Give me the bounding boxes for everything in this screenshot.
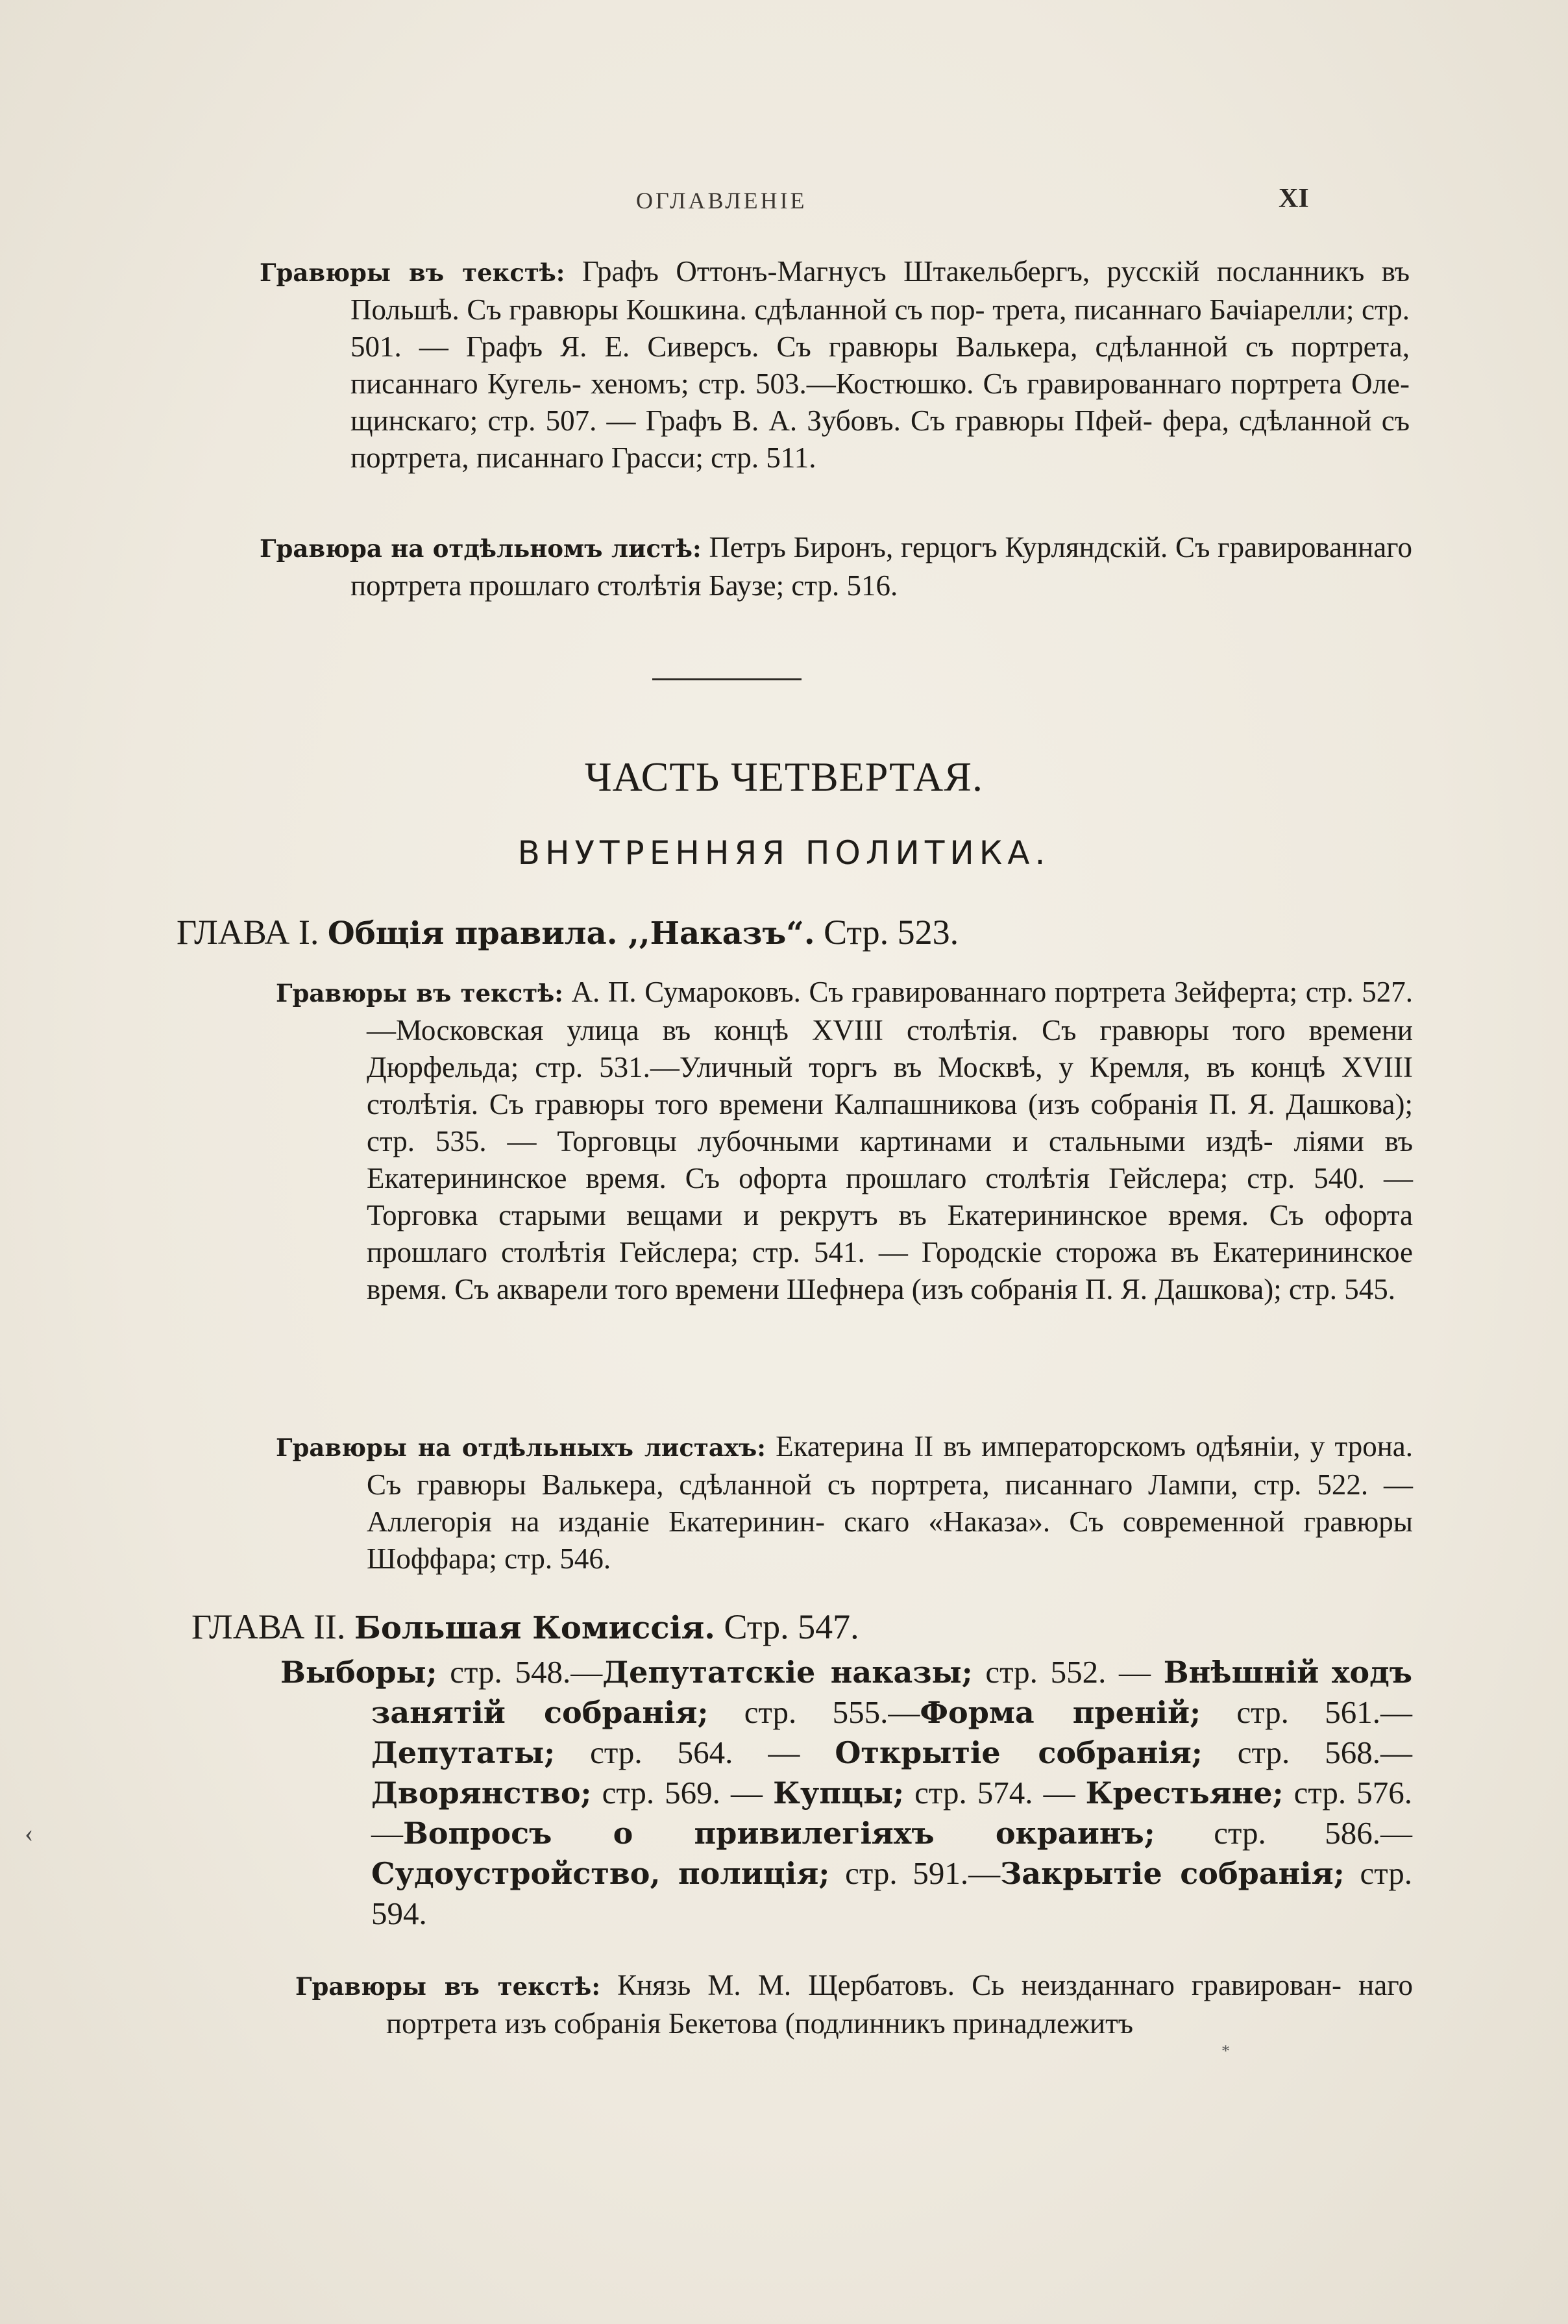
chapter-name: Большая Комиссія. (354, 1610, 716, 1646)
block-label: Гравюры на отдѣльныхъ листахъ: (276, 1433, 766, 1462)
section-divider (652, 678, 802, 680)
chapter-2-heading (191, 1607, 859, 1647)
block-label: Гравюры въ текстѣ: (295, 1972, 600, 2001)
block-label: Гравюра на отдѣльномъ листѣ: (260, 534, 702, 563)
block-label: Гравюры въ текстѣ: (260, 258, 565, 287)
part-title: ЧАСТЬ ЧЕТВЕРТАЯ. (585, 754, 983, 800)
engravings-in-text-block-3: Гравюры въ текстѣ: Князь М. М. Щербатовъ. Сь неизданнаго гравирован- наго портрета изъ собранія Бекетова (подлинникъ принадлежитъ (295, 1969, 1414, 2040)
chapter-page: Стр. 547. (724, 1607, 859, 1646)
block-label: Гравюры въ текстѣ: (276, 979, 563, 1007)
engravings-in-text-block-1: Гравюры въ текстѣ: Графъ Оттонъ-Магнусъ Штакельбергъ, русскій посланникъ въ Польшѣ. Съ гравюры Кошкина. сдѣланной съ пор- трета, писаннаго Бачіарелли; стр. 501. — Графъ Я. Е. Сиверсъ. Съ гравюры Валькера, сдѣланной съ портрета, писаннаго Кугель- хеномъ; стр. 503.—Костюшко. Съ гравированнаго портрета Оле- щинскаго; стр. 507. — Графъ В. А. Зубовъ. Съ гравюры Пфей- фера, сдѣланной съ портрета, писаннаго Грасси; стр. 511. (260, 255, 1410, 474)
chapter-prefix: ГЛАВА II. (191, 1607, 346, 1646)
engravings-in-text-block-2: Гравюры въ текстѣ: А. П. Сумароковъ. Съ гравированнаго портрета Зейферта; стр. 527.—Московская улица въ концѣ XVIII столѣтія. Съ гравюры того времени Дюрфельда; стр. 531.—Уличный торгъ въ Москвѣ, у Кремля, въ концѣ XVIII столѣтія. Съ гравюры того времени Калпашникова (изъ собранія П. Я. Дашкова); стр. 535. — Торговцы лубочными картинами и стальными издѣ- ліями въ Екатерининское время. Съ офорта прошлаго столѣтія Гейслера; стр. 540. — Торговка старыми вещами и рекрутъ въ Екатерининское время. Съ офорта прошлаго столѣтія Гейслера; стр. 541. — Городскіе сторожа въ Екатерининское время. Съ акварели того времени Шефнера (изъ собранія П. Я. Дашкова); стр. 545. (276, 976, 1414, 1305)
section-title: ВНУТРЕННЯЯ ПОЛИТИКА. (517, 834, 1051, 872)
running-header-title: ОГЛАВЛЕНІЕ (636, 188, 807, 214)
margin-mark: ‹ (25, 1818, 34, 1848)
page-number: XI (1279, 184, 1309, 214)
chapter-2-contents: Выборы; стр. 548.—Депутатскіе наказы; стр. 552. — Внѣшній ходъ занятій собранія; стр. 555.—Форма преній; стр. 561.— Депутаты; стр. 564. — Открытіе собранія; стр. 568.— Дворянство; стр. 569. — Купцы; стр. 574. — Крестьяне; стр. 576.—Вопросъ о привилегіяхъ окраинъ; стр. 586.— Судоустройство, полиція; стр. 591.—Закрытіе собранія; стр. 594. (280, 1654, 1413, 1931)
footer-asterisk: * (1221, 2042, 1230, 2060)
chapter-page: Стр. 523. (824, 913, 959, 952)
chapter-prefix: ГЛАВА I. (177, 913, 319, 952)
engraving-separate-sheet-block: Гравюра на отдѣльномъ листѣ: Петръ Биронъ, герцогъ Курляндскій. Съ гравированнаго портрета прошлаго столѣтія Баузе; стр. 516. (260, 531, 1413, 602)
chapter-name: Общія правила. ,,Наказъ“. (327, 915, 815, 952)
engravings-separate-sheets-block: Гравюры на отдѣльныхъ листахъ: Екатерина II въ императорскомъ одѣяніи, у трона. Съ гравюры Валькера, сдѣланной съ портрета, писаннаго Лампи, стр. 522. — Аллегорія на изданіе Екатеринин- скаго «Наказа». Съ современной гравюры Шоффара; стр. 546. (276, 1430, 1413, 1575)
chapter-1-heading (177, 912, 959, 952)
